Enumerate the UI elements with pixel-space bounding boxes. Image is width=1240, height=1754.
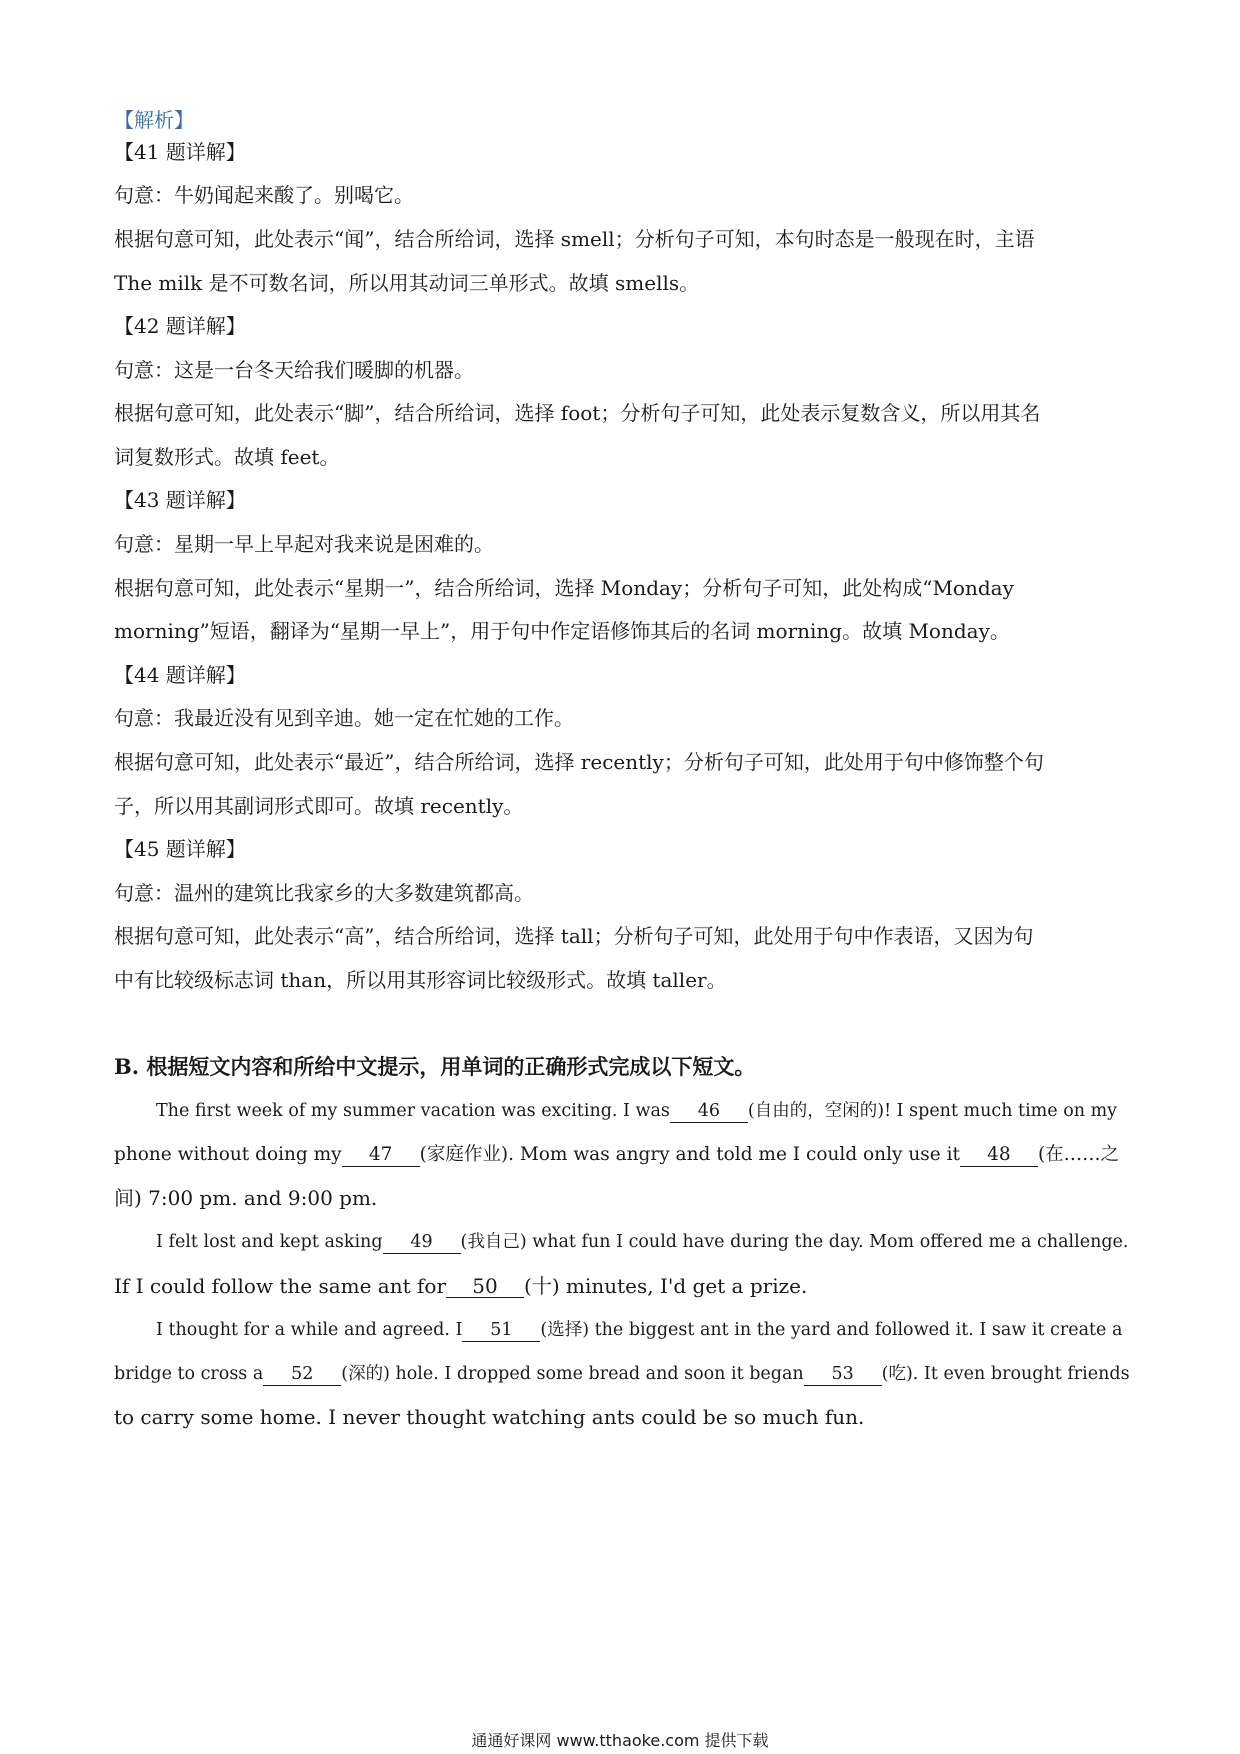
q41-heading: 【41 题详解】 xyxy=(114,140,246,164)
q45-meaning: 句意：温州的建筑比我家乡的大多数建筑都高。 xyxy=(114,881,534,905)
p1-text-1: The first week of my summer vacation was exciting. I was xyxy=(156,1101,670,1121)
p2-hint-49: (我自己) what fun I could have during the day. Mom offered me a challenge. xyxy=(460,1232,1129,1252)
passage-p3-line1 xyxy=(114,1316,1130,1344)
blank-46[interactable]: 46 xyxy=(670,1100,748,1123)
q42-meaning: 句意：这是一台冬天给我们暖脚的机器。 xyxy=(114,358,474,382)
footer-source: 通通好课网 www.tthaoke.com 提供下载 xyxy=(471,1731,769,1750)
section-label-analysis: 【解析】 xyxy=(114,108,194,132)
passage-p3-line3: to carry some home. I never thought watching ants could be so much fun. xyxy=(114,1405,865,1429)
q44-analysis-line2: 子，所以用其副词形式即可。故填 recently。 xyxy=(114,794,524,818)
p3-text-3: bridge to cross a xyxy=(114,1364,264,1384)
blank-53[interactable]: 53 xyxy=(804,1363,882,1386)
p1-hint-46: (自由的，空闲的)! I spent much time on my xyxy=(747,1101,1118,1121)
passage-p1-line2 xyxy=(114,1141,1130,1169)
q42-heading: 【42 题详解】 xyxy=(114,314,246,338)
passage-p1-line3: 间) 7:00 pm. and 9:00 pm. xyxy=(114,1186,378,1210)
q45-analysis-line1: 根据句意可知，此处表示“高”，结合所给词，选择 tall；分析句子可知，此处用于句中作表语，又因为句 xyxy=(114,924,1034,948)
part-b-title: B. 根据短文内容和所给中文提示，用单词的正确形式完成以下短文。 xyxy=(114,1054,756,1079)
q45-heading: 【45 题详解】 xyxy=(114,837,246,861)
blank-52[interactable]: 52 xyxy=(263,1363,341,1386)
passage-p3-line2 xyxy=(114,1360,1130,1388)
q43-analysis-line1: 根据句意可知，此处表示“星期一”，结合所给词，选择 Monday；分析句子可知，此处构成“Monday xyxy=(114,576,1014,600)
q42-analysis-line1: 根据句意可知，此处表示“脚”，结合所给词，选择 foot；分析句子可知，此处表示复数含义，所以用其名 xyxy=(114,401,1041,425)
p2-text-3: If I could follow the same ant for xyxy=(114,1274,447,1298)
q43-analysis-line2: morning”短语，翻译为“星期一早上”，用于句中作定语修饰其后的名词 morning。故填 Monday。 xyxy=(114,619,1010,643)
p2-hint-50: (十) minutes, I'd get a prize. xyxy=(524,1274,808,1298)
q43-heading: 【43 题详解】 xyxy=(114,488,246,512)
p2-text-1: I felt lost and kept asking xyxy=(156,1232,383,1252)
p3-hint-53: (吃). It even brought friends xyxy=(881,1364,1130,1384)
q41-analysis-line1: 根据句意可知，此处表示“闻”，结合所给词，选择 smell；分析句子可知，本句时态是一般现在时，主语 xyxy=(114,227,1035,251)
p1-hint-48: (在……之 xyxy=(1037,1144,1120,1165)
q44-meaning: 句意：我最近没有见到辛迪。她一定在忙她的工作。 xyxy=(114,706,574,730)
blank-51[interactable]: 51 xyxy=(462,1319,540,1342)
p3-hint-51: (选择) the biggest ant in the yard and followed it. I saw it create a xyxy=(540,1320,1123,1340)
passage-p2-line2 xyxy=(114,1272,1130,1300)
p3-text-1: I thought for a while and agreed. I xyxy=(156,1320,463,1340)
q42-analysis-line2: 词复数形式。故填 feet。 xyxy=(114,445,340,469)
q43-meaning: 句意：星期一早上早起对我来说是困难的。 xyxy=(114,532,494,556)
p1-hint-47: (家庭作业). Mom was angry and told me I could only use it xyxy=(419,1144,960,1165)
blank-50[interactable]: 50 xyxy=(446,1275,524,1298)
q44-heading: 【44 题详解】 xyxy=(114,663,246,687)
blank-48[interactable]: 48 xyxy=(960,1144,1038,1167)
passage-p1-line1 xyxy=(114,1097,1130,1125)
p1-text-3: phone without doing my xyxy=(114,1144,342,1165)
q41-meaning: 句意：牛奶闻起来酸了。别喝它。 xyxy=(114,183,414,207)
q44-analysis-line1: 根据句意可知，此处表示“最近”，结合所给词，选择 recently；分析句子可知，此处用于句中修饰整个句 xyxy=(114,750,1044,774)
blank-47[interactable]: 47 xyxy=(342,1144,420,1167)
p3-hint-52: (深的) hole. I dropped some bread and soon it began xyxy=(341,1364,804,1384)
q41-analysis-line2: The milk 是不可数名词，所以用其动词三单形式。故填 smells。 xyxy=(114,271,700,295)
blank-49[interactable]: 49 xyxy=(383,1231,461,1254)
passage-p2-line1 xyxy=(114,1228,1130,1256)
q45-analysis-line2: 中有比较级标志词 than，所以用其形容词比较级形式。故填 taller。 xyxy=(114,968,727,992)
